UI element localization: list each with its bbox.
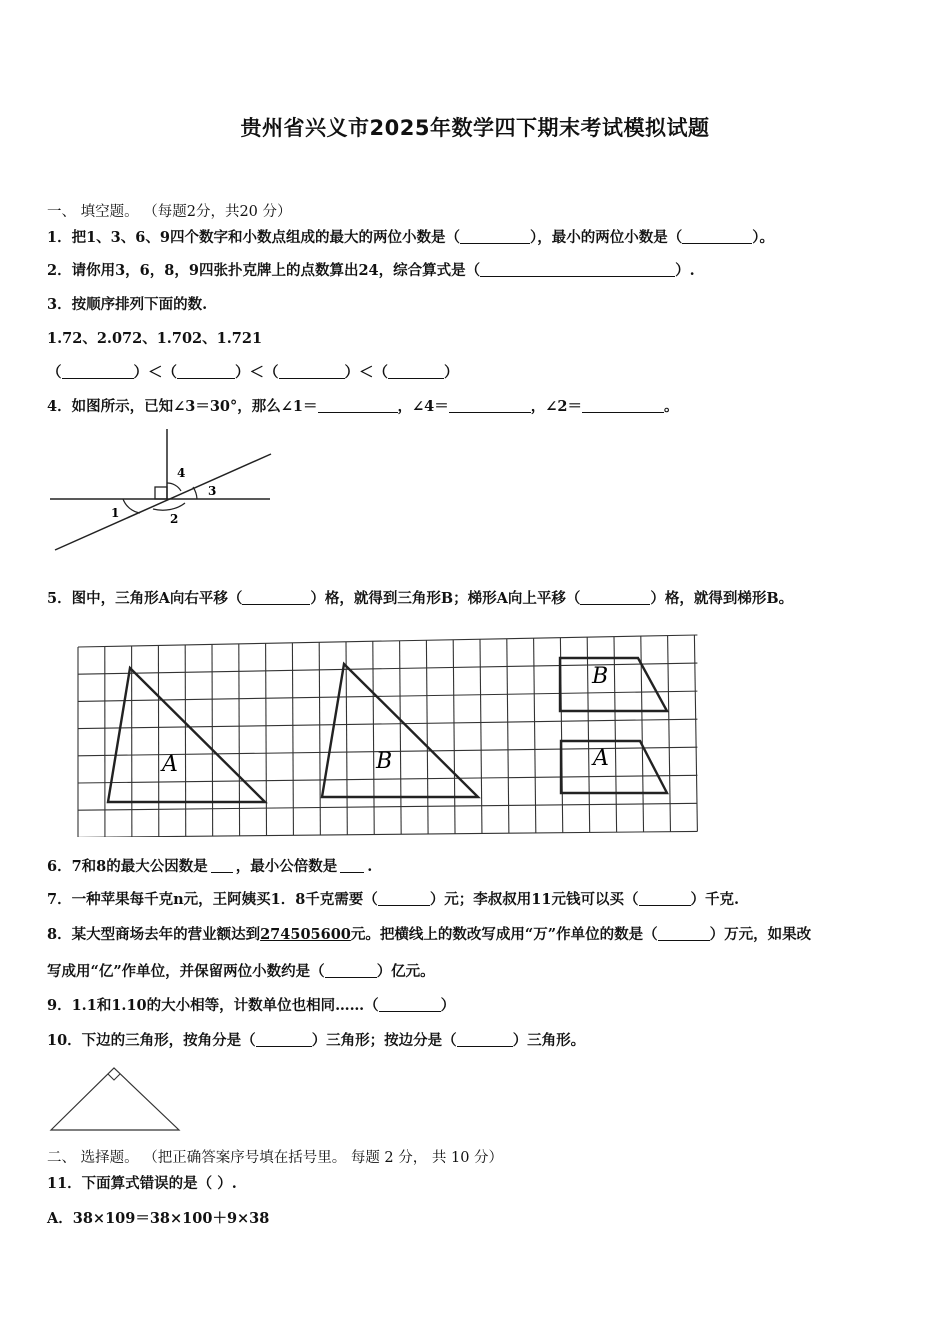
question-8: 8．某大型商场去年的营业额达到274505600元。把横线上的数改写成用“万”作单位的数是（ ）万元，如果改 bbox=[47, 926, 812, 943]
triangle-b-label: B bbox=[376, 749, 393, 774]
answer-blank[interactable] bbox=[279, 364, 345, 379]
answer-blank[interactable] bbox=[318, 398, 398, 413]
question-11: 11．下面算式错误的是（ ）. bbox=[47, 1175, 237, 1192]
answer-blank[interactable] bbox=[658, 926, 710, 941]
trapezoid-b-label: B bbox=[592, 664, 609, 689]
answer-blank[interactable] bbox=[177, 364, 235, 379]
answer-blank[interactable] bbox=[582, 398, 664, 413]
answer-blank[interactable] bbox=[211, 858, 233, 873]
answer-blank[interactable] bbox=[682, 229, 752, 244]
grid-vertical-line bbox=[426, 640, 428, 834]
answer-blank[interactable] bbox=[340, 858, 364, 873]
question-4: 4．如图所示，已知∠3＝30°，那么∠1＝ ，∠4＝ ，∠2＝ 。 bbox=[47, 398, 679, 415]
answer-blank[interactable] bbox=[378, 891, 430, 906]
right-triangle bbox=[51, 1068, 179, 1130]
grid-vertical-line bbox=[346, 642, 347, 835]
trapezoid-b bbox=[560, 658, 667, 711]
answer-blank[interactable] bbox=[580, 590, 650, 605]
angle-2-label: 2 bbox=[170, 512, 179, 526]
answer-blank[interactable] bbox=[460, 229, 530, 244]
angle-1-label: 1 bbox=[111, 506, 120, 520]
triangle-a-label: A bbox=[162, 752, 178, 777]
grid-vertical-line bbox=[239, 644, 240, 836]
page-title: 贵州省兴义市2025年数学四下期末考试模拟试题 bbox=[240, 116, 710, 140]
question-3-order: （ ）＜（ ）＜（ ）＜（ ） bbox=[47, 364, 459, 381]
grid-vertical-line bbox=[694, 635, 697, 831]
grid-vertical-line bbox=[507, 639, 509, 834]
answer-blank[interactable] bbox=[457, 1032, 513, 1047]
question-10: 10．下边的三角形，按角分是（ ）三角形；按边分是（ ）三角形。 bbox=[47, 1032, 586, 1049]
question-8-line-2: 写成用“亿”作单位，并保留两位小数约是（ ）亿元。 bbox=[47, 963, 435, 980]
trapezoid-a-label: A bbox=[593, 746, 609, 771]
section-1-heading: 一、 填空题。 （每题2分，共20 分） bbox=[47, 204, 292, 220]
question-2: 2．请你用3，6，8，9四张扑克牌上的点数算出24，综合算式是（ ）. bbox=[47, 262, 695, 279]
grid-vertical-line bbox=[212, 644, 213, 836]
answer-blank[interactable] bbox=[379, 997, 441, 1012]
answer-blank[interactable] bbox=[639, 891, 691, 906]
grid-vertical-line bbox=[453, 640, 455, 834]
right-angle-mark bbox=[108, 1074, 120, 1080]
grid-vertical-line bbox=[587, 637, 589, 832]
answer-blank[interactable] bbox=[449, 398, 531, 413]
angle-1-arc bbox=[123, 499, 140, 513]
angle-4-arc bbox=[167, 483, 181, 491]
angle-3-label: 3 bbox=[208, 484, 217, 498]
question-6: 6．7和8的最大公因数是 ，最小公倍数是 . bbox=[47, 858, 373, 875]
question-9: 9．1.1和1.10的大小相等，计数单位也相同……（ ） bbox=[47, 997, 456, 1014]
answer-blank[interactable] bbox=[325, 963, 377, 978]
answer-blank[interactable] bbox=[62, 364, 134, 379]
grid-vertical-line bbox=[373, 641, 374, 834]
answer-blank[interactable] bbox=[256, 1032, 312, 1047]
question-11-option-a[interactable]: A．38×109＝38×100＋9×38 bbox=[47, 1210, 270, 1227]
question-3: 3．按顺序排列下面的数. bbox=[47, 296, 208, 313]
grid-vertical-line bbox=[400, 641, 402, 835]
grid-vertical-line bbox=[668, 636, 671, 832]
section-2-heading: 二、 选择题。 （把正确答案序号填在括号里。 每题 2 分， 共 10 分） bbox=[47, 1150, 504, 1166]
question-1: 1．把1、3、6、9四个数字和小数点组成的最大的两位小数是（ ），最小的两位小数是（ ）。 bbox=[47, 229, 774, 246]
grid-vertical-line bbox=[292, 643, 293, 835]
grid-vertical-line bbox=[614, 637, 617, 833]
right-angle-mark bbox=[155, 487, 167, 499]
right-triangle-figure bbox=[45, 1062, 195, 1134]
grid-horizontal-line bbox=[78, 831, 697, 837]
angle-3-arc bbox=[193, 487, 197, 499]
grid-vertical-line bbox=[534, 638, 536, 833]
grid-horizontal-line bbox=[78, 719, 697, 728]
angle-figure bbox=[45, 425, 280, 560]
question-3-numbers: 1.72、2.072、1.702、1.721 bbox=[47, 330, 263, 347]
answer-blank[interactable] bbox=[480, 262, 675, 277]
grid-vertical-line bbox=[185, 645, 186, 836]
question-7: 7．一种苹果每千克n元，王阿姨买1．8千克需要（ ）元；李叔叔用11元钱可以买（ ）千克. bbox=[47, 891, 740, 908]
revenue-number: 274505600 bbox=[260, 926, 351, 943]
grid-figure bbox=[70, 625, 705, 837]
slant-line bbox=[55, 454, 271, 550]
grid-horizontal-line bbox=[78, 635, 697, 647]
grid-vertical-line bbox=[319, 642, 320, 835]
grid-horizontal-line bbox=[78, 803, 697, 810]
angle-4-label: 4 bbox=[177, 466, 186, 480]
grid-vertical-line bbox=[266, 643, 267, 835]
answer-blank[interactable] bbox=[242, 590, 310, 605]
question-5: 5．图中，三角形A向右平移（ ）格，就得到三角形B；梯形A向上平移（ ）格，就得到梯形B。 bbox=[47, 590, 794, 607]
grid-horizontal-line bbox=[78, 691, 697, 701]
answer-blank[interactable] bbox=[388, 364, 444, 379]
grid-vertical-line bbox=[480, 639, 482, 833]
